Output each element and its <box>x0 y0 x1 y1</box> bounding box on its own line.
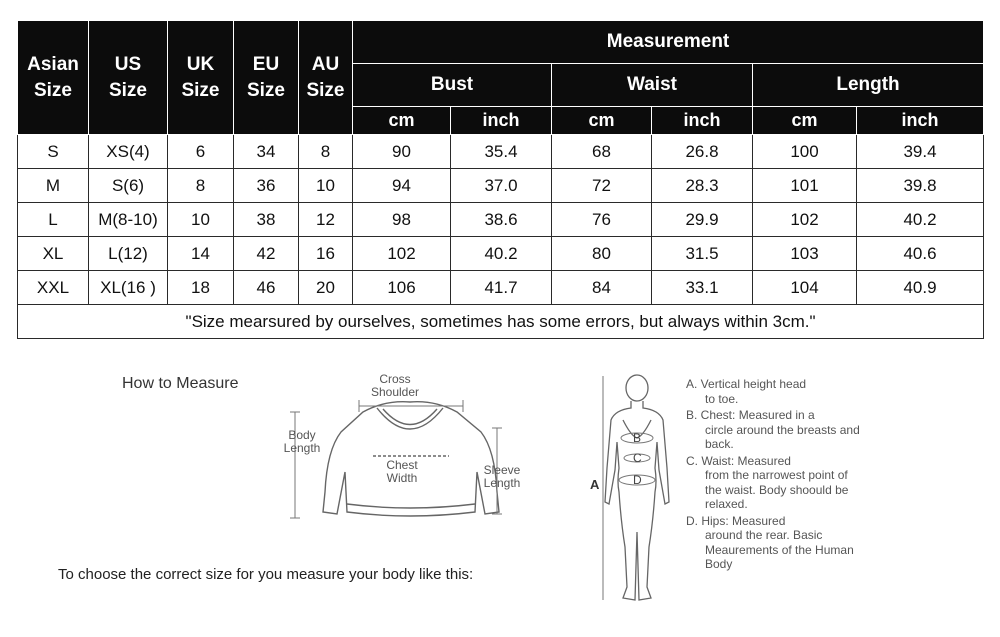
table-cell: 68 <box>552 135 652 169</box>
table-cell: L <box>18 203 89 237</box>
table-row <box>18 169 984 203</box>
table-cell: 12 <box>299 203 353 237</box>
table-cell: 101 <box>753 169 857 203</box>
table-cell: XL(16 ) <box>89 271 168 305</box>
table-cell: 94 <box>353 169 451 203</box>
body-length-label: Body Length <box>283 428 321 455</box>
table-cell: 104 <box>753 271 857 305</box>
table-cell: 14 <box>168 237 234 271</box>
table-cell: 40.2 <box>857 203 984 237</box>
table-cell: 20 <box>299 271 353 305</box>
table-cell: 36 <box>234 169 299 203</box>
table-cell: S(6) <box>89 169 168 203</box>
table-cell: 38.6 <box>451 203 552 237</box>
label-b: B <box>633 431 642 445</box>
legend-item-d: D. Hips: Measured around the rear. Basic Meaurements of the Human Body <box>686 513 854 571</box>
table-row <box>18 237 984 271</box>
table-cell: 31.5 <box>652 237 753 271</box>
table-cell: 26.8 <box>652 135 753 169</box>
header-unit: cm <box>753 107 857 135</box>
legend-item-b: B. Chest: Measured in a circle around the breasts and back. <box>686 408 860 451</box>
table-cell: 98 <box>353 203 451 237</box>
table-cell: 37.0 <box>451 169 552 203</box>
size-note: "Size mearsured by ourselves, sometimes has some errors, but always within 3cm." <box>18 305 984 339</box>
table-cell: XXL <box>18 271 89 305</box>
table-row <box>18 271 984 305</box>
table-cell: 102 <box>353 237 451 271</box>
label-d: D <box>633 473 642 487</box>
table-cell: 42 <box>234 237 299 271</box>
cross-shoulder-label: Cross Shoulder <box>370 372 420 399</box>
table-cell: L(12) <box>89 237 168 271</box>
table-cell: 18 <box>168 271 234 305</box>
head <box>626 375 648 401</box>
table-cell: 100 <box>753 135 857 169</box>
header-bust: Bust <box>353 64 552 107</box>
table-cell: 10 <box>168 203 234 237</box>
header-au-size: AU Size <box>299 21 353 135</box>
header-eu-size: EU Size <box>234 21 299 135</box>
sleeve-length-label: Sleeve Length <box>483 463 521 490</box>
chest-width-label: Chest Width <box>386 458 418 485</box>
table-cell: 76 <box>552 203 652 237</box>
table-cell: 34 <box>234 135 299 169</box>
table-cell: 80 <box>552 237 652 271</box>
header-us-size: US Size <box>89 21 168 135</box>
table-cell: 28.3 <box>652 169 753 203</box>
table-cell: 6 <box>168 135 234 169</box>
header-unit: inch <box>652 107 753 135</box>
table-cell: 39.4 <box>857 135 984 169</box>
legend-item-a: A. Vertical height head to toe. <box>686 377 807 406</box>
measure-instruction: To choose the correct size for you measure your body like this: <box>58 566 474 583</box>
table-cell: 16 <box>299 237 353 271</box>
table-cell: 38 <box>234 203 299 237</box>
table-cell: 90 <box>353 135 451 169</box>
table-cell: 33.1 <box>652 271 753 305</box>
body-figure-diagram <box>595 372 675 612</box>
header-unit: cm <box>353 107 451 135</box>
table-cell: M <box>18 169 89 203</box>
table-cell: 39.8 <box>857 169 984 203</box>
table-cell: 46 <box>234 271 299 305</box>
table-cell: 8 <box>168 169 234 203</box>
table-cell: 10 <box>299 169 353 203</box>
table-header <box>18 21 984 135</box>
header-length: Length <box>753 64 984 107</box>
table-row <box>18 135 984 169</box>
how-to-measure-title: How to Measure <box>122 375 239 392</box>
header-unit: inch <box>451 107 552 135</box>
header-waist: Waist <box>552 64 753 107</box>
legend-item-c: C. Waist: Measured from the narrowest point of the waist. Body shoould be relaxed. <box>686 453 849 511</box>
table-cell: M(8-10) <box>89 203 168 237</box>
table-cell: 102 <box>753 203 857 237</box>
table-cell: S <box>18 135 89 169</box>
table-cell: 84 <box>552 271 652 305</box>
table-body <box>18 135 984 339</box>
table-cell: 40.9 <box>857 271 984 305</box>
table-cell: 72 <box>552 169 652 203</box>
table-cell: 103 <box>753 237 857 271</box>
header-uk-size: UK Size <box>168 21 234 135</box>
table-cell: 41.7 <box>451 271 552 305</box>
table-cell: 8 <box>299 135 353 169</box>
header-measurement: Measurement <box>353 21 984 64</box>
header-unit: inch <box>857 107 984 135</box>
header-asian-size: Asian Size <box>18 21 89 135</box>
sweater-neck <box>377 408 443 429</box>
table-cell: 35.4 <box>451 135 552 169</box>
table-cell: XL <box>18 237 89 271</box>
table-cell: 106 <box>353 271 451 305</box>
label-a: A <box>590 477 600 492</box>
label-c: C <box>633 451 642 465</box>
header-unit: cm <box>552 107 652 135</box>
table-cell: 40.2 <box>451 237 552 271</box>
size-chart-table <box>17 20 984 339</box>
table-cell: 29.9 <box>652 203 753 237</box>
table-note-row <box>18 305 984 339</box>
measure-legend <box>686 377 866 574</box>
table-row <box>18 203 984 237</box>
table-cell: 40.6 <box>857 237 984 271</box>
table-cell: XS(4) <box>89 135 168 169</box>
